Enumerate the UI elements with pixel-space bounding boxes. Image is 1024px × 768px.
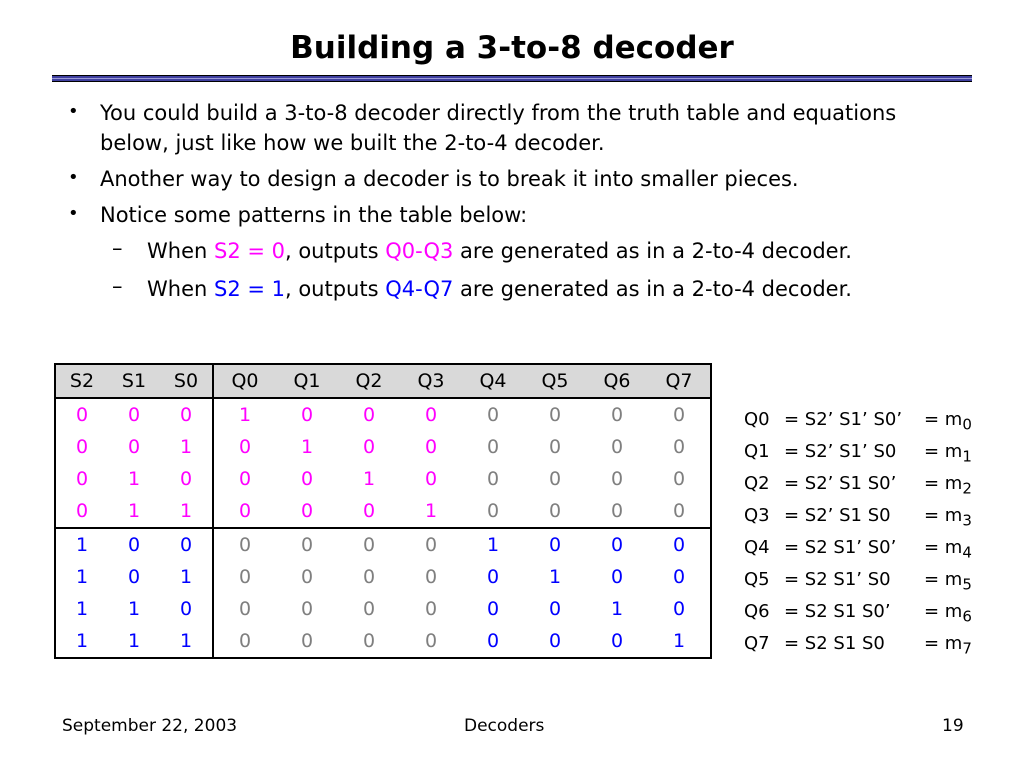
table-cell: 0	[424, 436, 438, 458]
table-cell: 0	[486, 598, 500, 620]
header-cell: Q6	[586, 364, 648, 398]
equation	[744, 436, 972, 468]
table-cell: 0	[300, 566, 314, 588]
table-cell: 0	[75, 404, 89, 426]
bullet-icon: •	[68, 167, 79, 188]
table-cell: 1	[179, 436, 193, 458]
table-cell: 0	[672, 534, 686, 556]
table-cell: 0	[362, 630, 376, 652]
table-cell: 0	[424, 566, 438, 588]
equation-output: Q2	[744, 473, 770, 494]
slide-title: Building a 3-to-8 decoder	[290, 30, 734, 66]
table-cell: 0	[672, 404, 686, 426]
equation-minterm: = m	[924, 537, 963, 558]
equation-expression: = S2’ S1 S0’	[784, 473, 897, 494]
table-cell: 1	[179, 500, 193, 522]
bullet-icon: •	[68, 203, 79, 224]
highlight-condition: S2 = 1	[213, 277, 285, 301]
table-cell: 0	[362, 436, 376, 458]
highlight-outputs: Q4-Q7	[385, 277, 454, 301]
table-cell: 1	[362, 468, 376, 490]
table-row	[55, 561, 711, 593]
table-cell: 0	[213, 593, 276, 625]
table-cell: 0	[610, 468, 624, 490]
table-cell: 0	[179, 404, 193, 426]
equation	[744, 596, 972, 628]
title-underline	[52, 75, 972, 82]
minterm-index: 3	[962, 511, 972, 530]
equation	[744, 500, 972, 532]
table-cell: 1	[75, 534, 89, 556]
table-cell: 0	[127, 566, 141, 588]
table-cell: 0	[362, 500, 376, 522]
equation-output: Q5	[744, 569, 770, 590]
table-cell: 0	[300, 500, 314, 522]
table-cell: 0	[300, 468, 314, 490]
table-cell: 1	[127, 468, 141, 490]
table-row	[55, 495, 711, 528]
sub-text: , outputs	[284, 239, 386, 263]
table-row	[55, 625, 711, 658]
table-cell: 0	[486, 500, 500, 522]
table-header-row	[55, 364, 711, 398]
table-cell: 0	[213, 625, 276, 658]
table-cell: 0	[610, 404, 624, 426]
table-cell: 0	[548, 500, 562, 522]
table-cell: 0	[486, 566, 500, 588]
table-cell: 0	[672, 566, 686, 588]
table-cell: 0	[75, 500, 89, 522]
table-cell: 1	[179, 566, 193, 588]
equation-expression: = S2’ S1 S0	[784, 505, 891, 526]
bullet-text: Another way to design a decoder is to break it into smaller pieces.	[100, 167, 799, 191]
table-cell: 0	[127, 404, 141, 426]
table-cell: 1	[75, 630, 89, 652]
table-cell: 0	[362, 534, 376, 556]
equation-output: Q4	[744, 537, 770, 558]
header-cell: S2	[55, 364, 108, 398]
sub-bullet-item	[68, 236, 968, 266]
table-row	[55, 463, 711, 495]
equation	[744, 468, 972, 500]
table-cell: 1	[75, 566, 89, 588]
table-cell: 0	[213, 495, 276, 528]
table-cell: 0	[362, 566, 376, 588]
equation-expression: = S2’ S1’ S0	[784, 441, 897, 462]
table-cell: 0	[486, 630, 500, 652]
table-cell: 1	[127, 630, 141, 652]
header-cell: S0	[160, 364, 213, 398]
table-cell: 1	[672, 630, 686, 652]
equation-minterm: = m	[924, 441, 963, 462]
sub-text: are generated as in a 2-to-4 decoder.	[453, 239, 852, 263]
table-cell: 0	[610, 500, 624, 522]
table-cell: 1	[213, 398, 276, 431]
table-cell: 0	[610, 566, 624, 588]
equation-output: Q0	[744, 409, 770, 430]
bullet-text: You could build a 3-to-8 decoder directly from the truth table and equations below, just like how we built the 2-to-4 decoder.	[100, 101, 897, 155]
table-cell: 0	[672, 500, 686, 522]
sub-text: When	[147, 239, 214, 263]
footer-topic: Decoders	[464, 716, 545, 736]
dash-icon: –	[112, 274, 123, 298]
equation	[744, 628, 972, 660]
header-cell: Q1	[276, 364, 338, 398]
table-cell: 0	[548, 598, 562, 620]
equation-minterm: = m	[924, 473, 963, 494]
equation-expression: = S2 S1 S0’	[784, 601, 891, 622]
header-cell: Q0	[213, 364, 276, 398]
table-cell: 0	[179, 598, 193, 620]
equation-list	[744, 404, 972, 660]
highlight-condition: S2 = 0	[213, 239, 285, 263]
table-cell: 1	[75, 598, 89, 620]
table-cell: 1	[179, 630, 193, 652]
bullet-list	[68, 98, 968, 312]
table-cell: 0	[300, 598, 314, 620]
table-row	[55, 528, 711, 561]
sub-text: are generated as in a 2-to-4 decoder.	[453, 277, 852, 301]
equation-output: Q6	[744, 601, 770, 622]
table-cell: 0	[610, 630, 624, 652]
highlight-outputs: Q0-Q3	[385, 239, 454, 263]
table-cell: 0	[548, 468, 562, 490]
sub-text: When	[147, 277, 214, 301]
equation-minterm: = m	[924, 409, 963, 430]
table-cell: 0	[486, 404, 500, 426]
table-cell: 0	[548, 404, 562, 426]
table-cell: 0	[610, 534, 624, 556]
table-cell: 0	[548, 436, 562, 458]
table-cell: 0	[362, 404, 376, 426]
equation-minterm: = m	[924, 505, 963, 526]
minterm-index: 4	[962, 543, 972, 562]
table-cell: 0	[548, 630, 562, 652]
table-row	[55, 593, 711, 625]
table-row	[55, 431, 711, 463]
dash-icon: –	[112, 236, 123, 260]
table-cell: 0	[424, 534, 438, 556]
table-cell: 0	[672, 468, 686, 490]
table-cell: 0	[213, 561, 276, 593]
table-cell: 0	[213, 431, 276, 463]
table-row	[55, 398, 711, 431]
table-cell: 1	[127, 500, 141, 522]
table-cell: 1	[300, 436, 314, 458]
table-cell: 0	[424, 404, 438, 426]
table-cell: 0	[213, 528, 276, 561]
table-cell: 0	[300, 534, 314, 556]
minterm-index: 0	[962, 415, 972, 434]
table-cell: 0	[75, 436, 89, 458]
header-cell: Q7	[648, 364, 711, 398]
table-cell: 0	[362, 598, 376, 620]
table-cell: 1	[424, 500, 438, 522]
footer-date: September 22, 2003	[62, 716, 238, 736]
table-cell: 0	[548, 534, 562, 556]
bullet-item	[68, 164, 968, 194]
table-cell: 1	[127, 598, 141, 620]
equation-output: Q1	[744, 441, 770, 462]
table-cell: 0	[179, 534, 193, 556]
table-cell: 0	[127, 436, 141, 458]
footer-page-number: 19	[942, 716, 964, 736]
table-cell: 0	[179, 468, 193, 490]
equation-expression: = S2 S1 S0	[784, 633, 885, 654]
table-cell: 0	[213, 463, 276, 495]
truth-table	[54, 363, 712, 659]
bullet-icon: •	[68, 101, 79, 122]
minterm-index: 5	[962, 575, 972, 594]
header-cell: Q2	[338, 364, 400, 398]
table-cell: 0	[75, 468, 89, 490]
header-cell: Q3	[400, 364, 462, 398]
table-cell: 1	[610, 598, 624, 620]
table-cell: 1	[548, 566, 562, 588]
equation-expression: = S2’ S1’ S0’	[784, 409, 903, 430]
sub-text: , outputs	[284, 277, 386, 301]
table-cell: 0	[300, 404, 314, 426]
equation-minterm: = m	[924, 569, 963, 590]
minterm-index: 6	[962, 607, 972, 626]
equation	[744, 404, 972, 436]
header-cell: Q4	[462, 364, 524, 398]
table-cell: 0	[424, 630, 438, 652]
equation	[744, 564, 972, 596]
header-cell: S1	[108, 364, 160, 398]
minterm-index: 1	[962, 447, 972, 466]
table-cell: 0	[610, 436, 624, 458]
minterm-index: 2	[962, 479, 972, 498]
equation-minterm: = m	[924, 633, 963, 654]
equation-output: Q3	[744, 505, 770, 526]
minterm-index: 7	[962, 639, 972, 658]
equation-expression: = S2 S1’ S0’	[784, 537, 897, 558]
equation-expression: = S2 S1’ S0	[784, 569, 891, 590]
header-cell: Q5	[524, 364, 586, 398]
table-cell: 1	[486, 534, 500, 556]
equation-output: Q7	[744, 633, 770, 654]
bullet-item	[68, 200, 968, 230]
table-cell: 0	[486, 468, 500, 490]
table-cell: 0	[672, 436, 686, 458]
table-cell: 0	[424, 598, 438, 620]
table-cell: 0	[486, 436, 500, 458]
bullet-item	[68, 98, 968, 158]
table-cell: 0	[424, 468, 438, 490]
table-cell: 0	[672, 598, 686, 620]
table-cell: 0	[300, 630, 314, 652]
equation-minterm: = m	[924, 601, 963, 622]
table-cell: 0	[127, 534, 141, 556]
bullet-text: Notice some patterns in the table below:	[100, 203, 528, 227]
equation	[744, 532, 972, 564]
sub-bullet-item	[68, 274, 968, 304]
